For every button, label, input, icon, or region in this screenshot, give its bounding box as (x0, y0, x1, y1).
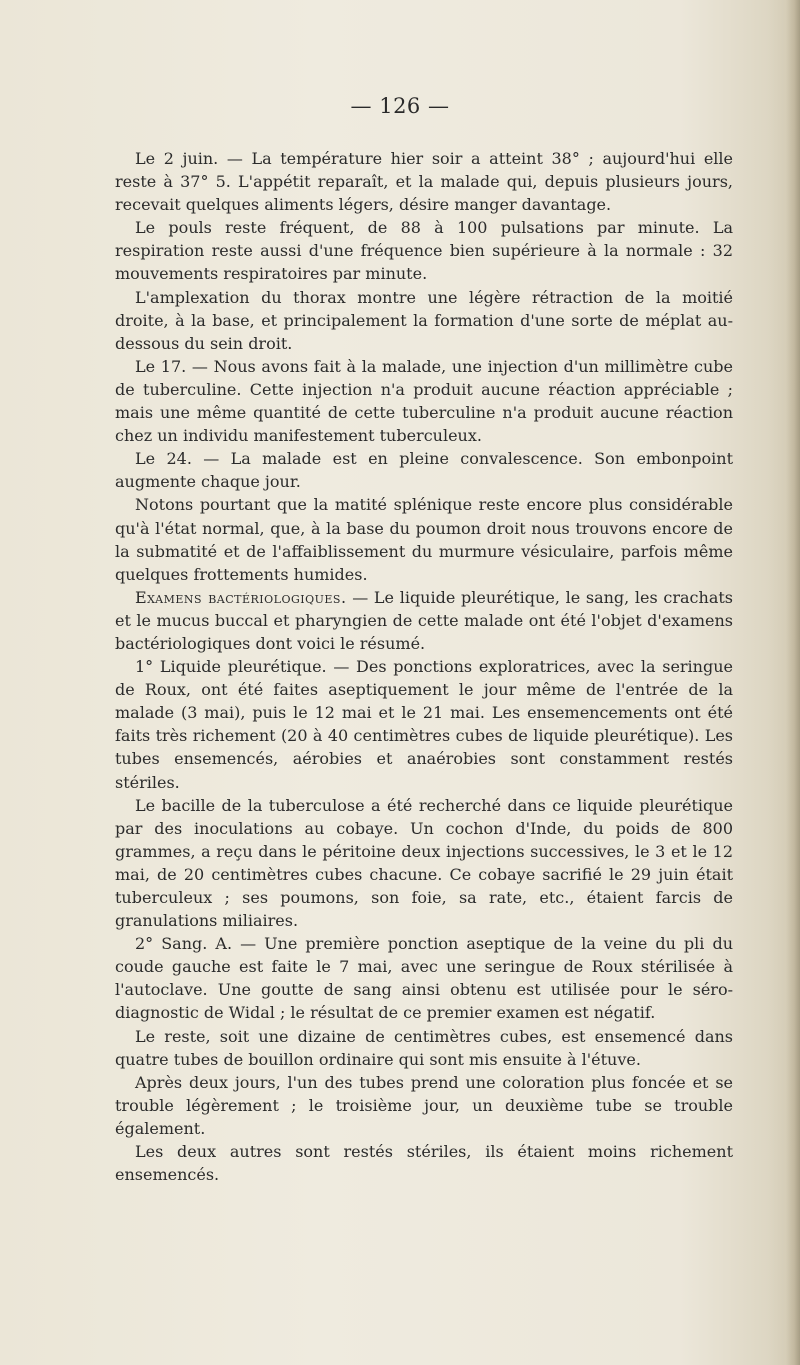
paragraph-6: Notons pourtant que la matité splénique reste encore plus considérable qu'à l'état normal, que, à la base du poumon droit nous trouvons encore de la submatité et de l'affaiblissement du murmure vésiculaire, parfois même quelques frottements humides. (115, 495, 733, 584)
paragraph-4: Le 17. — Nous avons fait à la malade, une injection d'un millimètre cube de tuberculine. Cette injection n'a produit aucune réaction appréciable ; mais une même quantité de cette tuberculine n'a produit aucune réaction chez un individu manifestement tuberculeux. (115, 356, 733, 446)
paragraph-5: Le 24. — La malade est en pleine convalescence. Son embonpoint augmente chaque jour. (115, 449, 733, 492)
paragraph-1: Le 2 juin. — La température hier soir a atteint 38° ; aujourd'hui elle reste à 37° 5. L'appétit reparaît, et la malade qui, depuis plusieurs jours, recevait quelques aliments légers, désire manger davantage. (115, 149, 733, 215)
page-number: — 126 — (350, 94, 450, 118)
paragraph-10: 2° Sang. A. — Une première ponction aseptique de la veine du pli du coude gauche est faite le 7 mai, avec une seringue de Roux stérilisée à l'autoclave. Une goutte de sang ainsi obtenu est utilisée pour le séro-diagnostic de Widal ; le résultat de ce premier examen est négatif. (115, 934, 733, 1023)
paragraph-9: Le bacille de la tuberculose a été recherché dans ce liquide pleurétique par des inoculations au cobaye. Un cochon d'Inde, du poids de 800 grammes, a reçu dans le péritoine deux injections successives, le 3 et le 12 mai, de 20 centimètres cubes chacune. Ce cobaye sacrifié le 29 juin était tuberculeux ; ses poumons, son foie, sa rate, etc., étaient farcis de granulations miliaires. (115, 795, 733, 931)
paragraph-7-text: — Le liquide pleurétique, le sang, les crachats et le mucus buccal et pharyngien de cette malade ont été l'objet d'examens bactériologiques dont voici le résumé. (115, 587, 734, 653)
paragraph-13: Les deux autres sont restés stériles, ils étaient moins richement ensemencés. (115, 1142, 733, 1185)
page-edge-shadow (786, 0, 800, 1365)
paragraph-8: 1° Liquide pleurétique. — Des ponctions exploratrices, avec la seringue de Roux, ont été faites aseptiquement le jour même de l'entrée de la malade (3 mai), puis le 12 mai et le 21 mai. Les ensemencements ont été faits très richement (20 à 40 centimètres cubes de liquide pleurétique). Les tubes ensemencés, aérobies et anaérobies sont constamment restés stériles. (115, 657, 733, 792)
paragraph-2: Le pouls reste fréquent, de 88 à 100 pulsations par minute. La respiration reste aussi d'une fréquence bien supérieure à la normale : 32 mouvements respiratoires par minute. (115, 218, 733, 284)
paragraph-11: Le reste, soit une dizaine de centimètres cubes, est ensemencé dans quatre tubes de bouillon ordinaire qui sont mis ensuite à l'étuve. (115, 1026, 733, 1069)
paragraph-7 (115, 586, 733, 655)
paragraph-3: L'amplexation du thorax montre une légère rétraction de la moitié droite, à la base, et principalement la formation d'une sorte de méplat au-dessous du sein droit. (115, 287, 733, 353)
paragraph-12: Après deux jours, l'un des tubes prend une coloration plus foncée et se trouble légèrement ; le troisième jour, un deuxième tube se trouble également. (115, 1072, 733, 1138)
body-text (115, 147, 733, 1186)
section-heading: Examens bactériologiques. (135, 587, 347, 607)
